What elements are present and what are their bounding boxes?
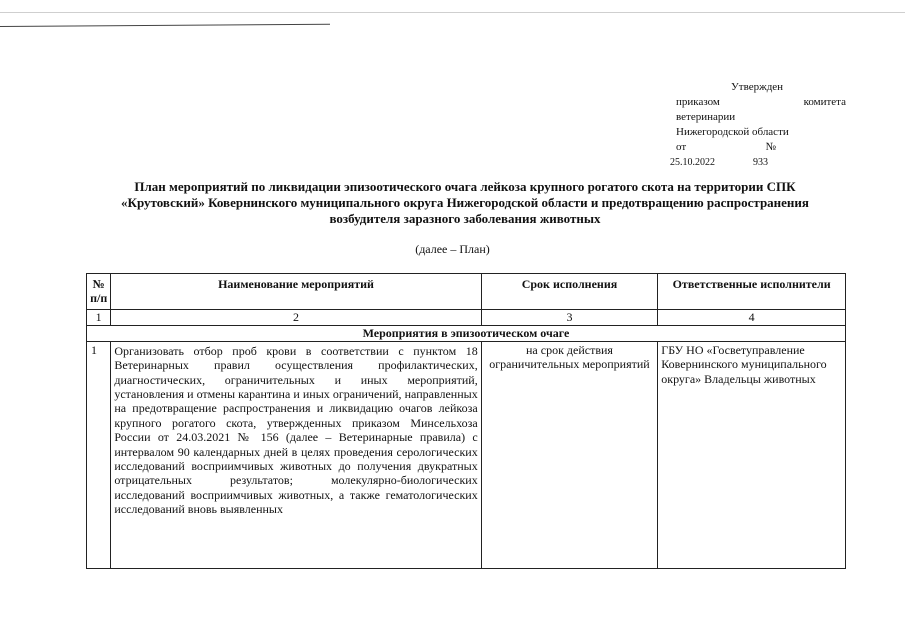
header-deadline: Срок исполнения — [481, 274, 658, 310]
approval-date: 25.10.2022 — [670, 157, 715, 168]
section-title: Мероприятия в эпизоотическом очаге — [87, 325, 846, 341]
row-deadline: на срок действия ограничительных мероприятий — [481, 341, 658, 568]
approval-date-number-line — [670, 155, 846, 170]
row-number: 1 — [87, 341, 111, 568]
column-number-1: 1 — [87, 309, 111, 325]
approval-committee-word: комитета — [803, 96, 846, 108]
approval-line-3: Нижегородской области — [676, 126, 789, 138]
scan-edge-line — [0, 24, 330, 27]
approval-from-label: от — [676, 141, 687, 153]
top-edge-line — [0, 12, 905, 13]
approval-number: 933 — [753, 157, 768, 168]
approval-from-number-line — [676, 140, 776, 155]
header-activity: Наименование мероприятий — [111, 274, 481, 310]
column-number-4: 4 — [658, 309, 846, 325]
approval-stamp-block — [670, 80, 846, 170]
header-number: № п/п — [87, 274, 111, 310]
header-responsible: Ответственные исполнители — [658, 274, 846, 310]
plan-table — [86, 273, 846, 569]
approval-line-2: ветеринарии — [676, 111, 736, 123]
section-row — [87, 325, 846, 341]
row-description-cell — [111, 341, 481, 568]
approval-line-1 — [676, 95, 846, 110]
approval-order-word: приказом — [676, 96, 720, 108]
row-responsible: ГБУ НО «Госветуправление Ковернинского муниципального округа» Владельцы животных — [658, 341, 846, 568]
row-description: Организовать отбор проб крови в соответствии с пунктом 18 Ветеринарных правил осуществления профилактических, диагностических, ограничительных и иных мероприятий, установления и отмены карантина и иных ограничений, направленных на предотвращение распространения и ликвидацию очагов лейкоза крупного рогатого скота, утвержденных приказом Минсельхоза России от 24.03.2021 № 156 (далее – Ветеринарные правила) с интервалом 90 календарных дней в целях проведения серологических исследований восприимчивых животных до получения двукратных отрицательных результатов; молекулярно-биологических исследований восприимчивых животных, а также гематологических исследований вновь выявленных — [114, 343, 478, 517]
column-number-2: 2 — [111, 309, 481, 325]
approval-number-label: № — [765, 141, 776, 153]
column-number-3: 3 — [481, 309, 658, 325]
document-subtitle: (далее – План) — [415, 242, 490, 256]
table-row — [87, 341, 846, 568]
approval-title: Утвержден — [731, 81, 784, 93]
column-number-row — [87, 309, 846, 325]
table-header-row — [87, 274, 846, 310]
document-title: План мероприятий по ликвидации эпизоотического очага лейкоза крупного рогатого скота на территории СПК «Крутовский» Ковернинского муниципального округа Нижегородской области и предотвращению распространения возбудителя заразного заболевания животных — [121, 179, 809, 226]
